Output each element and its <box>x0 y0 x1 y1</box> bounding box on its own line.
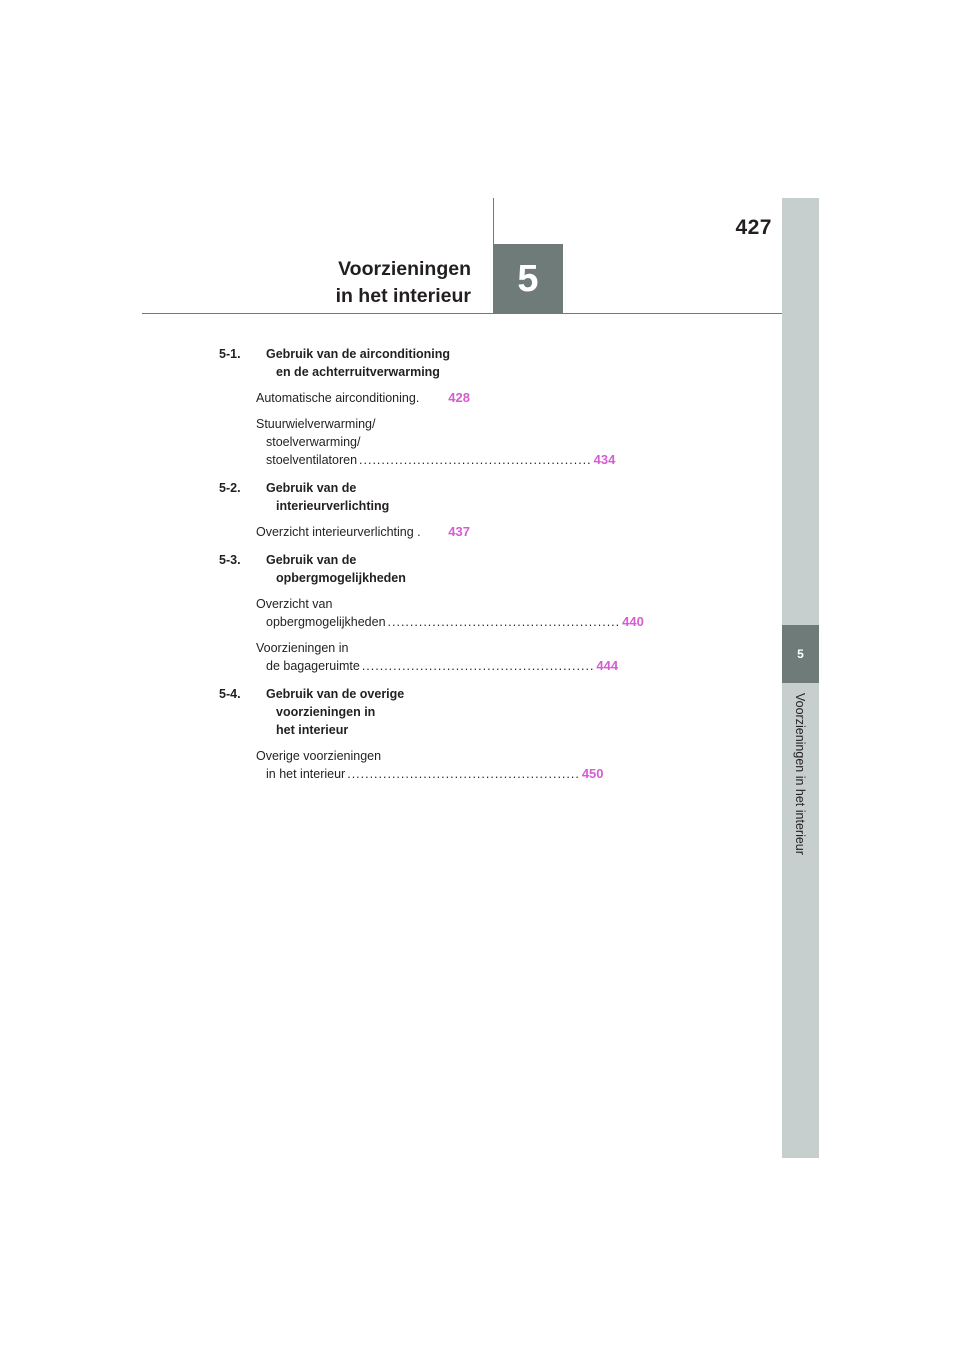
toc-section-5-3[interactable] <box>214 551 470 587</box>
toc-entry[interactable] <box>214 747 604 783</box>
toc-section-5-2[interactable] <box>214 479 470 515</box>
chapter-title-line1: Voorzieningen <box>338 258 471 280</box>
page-link[interactable]: 444 <box>596 658 619 673</box>
section-title-line: Gebruik van de <box>266 553 357 567</box>
entry-title: stoelventilatoren <box>266 453 358 467</box>
section-number: 5-2. <box>219 481 241 495</box>
entry-title-line: Overige voorzieningen <box>256 749 382 763</box>
entry-title-line: stoelverwarming/ <box>266 435 361 449</box>
toc-entry[interactable] <box>214 595 644 631</box>
chapter-number-box: 5 <box>493 244 563 314</box>
page-link[interactable]: 450 <box>581 766 604 781</box>
entry-title: in het interieur <box>266 767 346 781</box>
section-title-line: voorzieningen in <box>276 705 376 719</box>
page-link[interactable]: 428 <box>448 390 470 405</box>
section-title-line: Gebruik van de <box>266 481 357 495</box>
entry-title: Overzicht interieurverlichting . <box>256 525 421 539</box>
toc-section-5-4[interactable] <box>214 685 470 739</box>
page-link[interactable]: 440 <box>622 614 644 629</box>
toc-entry[interactable] <box>214 639 619 675</box>
table-of-contents <box>214 345 644 783</box>
dot-leader: .................................................... <box>361 659 595 673</box>
header-divider-vertical <box>493 198 494 245</box>
entry-title-line: Overzicht van <box>256 597 333 611</box>
dot-leader: .................................................... <box>387 615 621 629</box>
section-title-line: en de achterruitverwarming <box>276 365 440 379</box>
section-number: 5-4. <box>219 687 241 701</box>
side-tab-label: Voorzieningen in het interieur <box>793 693 807 855</box>
chapter-title <box>280 256 471 310</box>
section-number: 5-1. <box>219 347 241 361</box>
toc-entry[interactable] <box>214 523 470 541</box>
header-divider <box>142 313 782 314</box>
entry-title: de bagageruimte <box>266 659 360 673</box>
section-title-line: opbergmogelijkheden <box>276 571 406 585</box>
section-number: 5-3. <box>219 553 241 567</box>
side-tab-chapter-number[interactable]: 5 <box>782 625 819 683</box>
entry-title-line: Voorzieningen in <box>256 641 349 655</box>
dot-leader: .................................................... <box>347 767 580 781</box>
toc-entry[interactable] <box>214 415 616 469</box>
section-title-line: het interieur <box>276 723 349 737</box>
page-link[interactable]: 434 <box>593 452 616 467</box>
section-title-line: Gebruik van de overige <box>266 687 405 701</box>
page-number: 427 <box>735 216 772 239</box>
dot-leader: .................................................... <box>359 453 592 467</box>
entry-title: opbergmogelijkheden <box>266 615 386 629</box>
entry-title: Automatische airconditioning. <box>256 391 420 405</box>
toc-section-5-1[interactable] <box>214 345 470 381</box>
entry-title-line: Stuurwielverwarming/ <box>256 417 376 431</box>
chapter-title-line2: in het interieur <box>335 285 471 307</box>
page-link[interactable]: 437 <box>448 524 470 539</box>
section-title-line: interieurverlichting <box>276 499 390 513</box>
toc-entry[interactable] <box>214 389 470 407</box>
section-title-line: Gebruik van de airconditioning <box>266 347 451 361</box>
